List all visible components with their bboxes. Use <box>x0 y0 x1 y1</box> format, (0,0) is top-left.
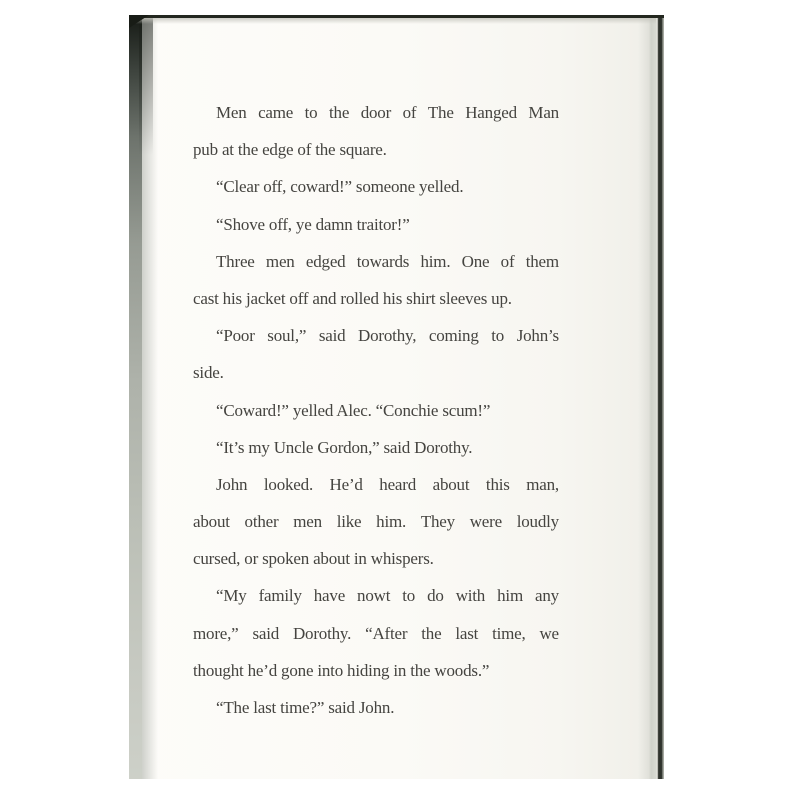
text-line: cursed, or spoken about in whispers. <box>193 549 434 569</box>
text-line: “Clear off, coward!” someone yelled. <box>216 177 464 197</box>
text-line: thought he’d gone into hiding in the woods.” <box>193 660 490 680</box>
paragraph <box>193 689 559 726</box>
paragraph <box>193 168 559 205</box>
paragraph <box>193 317 559 391</box>
book-photo <box>129 15 664 779</box>
text-line: “It’s my Uncle Gordon,” said Dorothy. <box>216 437 473 457</box>
paragraph <box>193 206 559 243</box>
text-line: Men came to the door of The Hanged Man <box>216 103 559 122</box>
page-right-edge <box>638 15 664 779</box>
text-line: “Coward!” yelled Alec. “Conchie scum!” <box>216 400 491 420</box>
page-top-edge-highlight <box>129 18 656 24</box>
text-line: pub at the edge of the square. <box>193 140 387 160</box>
text-block <box>193 94 559 726</box>
spine-gutter-shadow-top <box>139 15 153 155</box>
paragraph <box>193 466 559 578</box>
text-line: “The last time?” said John. <box>216 698 395 717</box>
paragraph <box>193 243 559 317</box>
paragraph <box>193 577 559 689</box>
paragraph <box>193 94 559 168</box>
text-line: cast his jacket off and rolled his shirt sleeves up. <box>193 288 512 308</box>
text-line: side. <box>193 363 224 383</box>
paragraph <box>193 429 559 466</box>
text-line: John looked. He’d heard about this man, <box>216 474 559 494</box>
text-line: “Shove off, ye damn traitor!” <box>216 214 410 234</box>
text-line: “Poor soul,” said Dorothy, coming to John’s <box>216 326 559 346</box>
book-page <box>129 15 664 779</box>
page-top-left-corner-shadow <box>129 15 149 28</box>
text-line: about other men like him. They were loudly <box>193 512 559 532</box>
text-line: “My family have nowt to do with him any <box>216 586 559 606</box>
text-line: Three men edged towards him. One of them <box>216 251 559 271</box>
text-line: more,” said Dorothy. “After the last time, we <box>193 623 559 643</box>
paragraph <box>193 392 559 429</box>
